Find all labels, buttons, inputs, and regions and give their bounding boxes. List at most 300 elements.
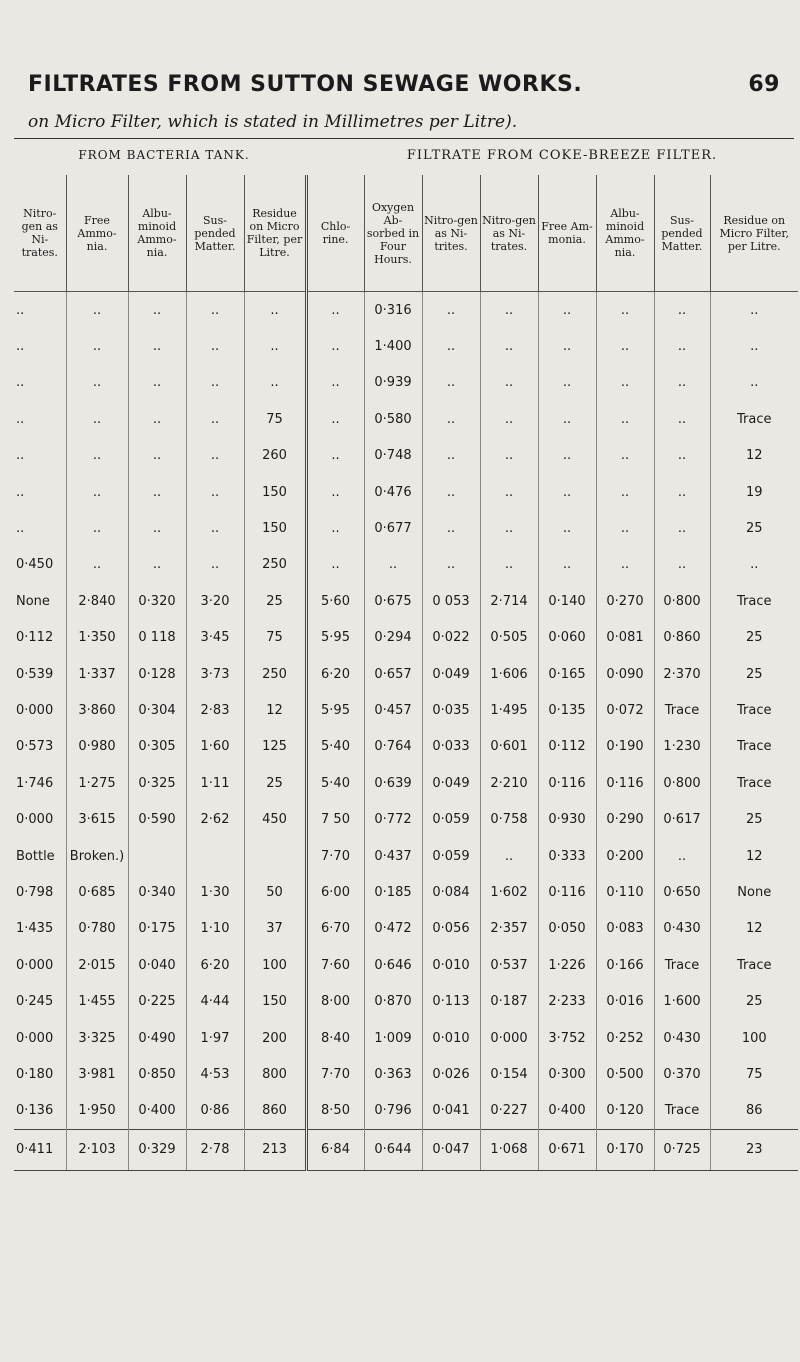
table-cell: 0·850: [128, 1056, 186, 1092]
table-cell: 1·337: [66, 656, 128, 692]
table-cell: ..: [422, 328, 480, 364]
table-cell: 25: [710, 656, 798, 692]
table-cell: 3·45: [186, 620, 244, 656]
table-cell: 0·040: [128, 947, 186, 983]
table-cell: 25: [244, 765, 306, 801]
table-cell: ..: [538, 547, 596, 583]
table-cell: 450: [244, 801, 306, 837]
table-cell: 25: [244, 583, 306, 619]
table-cell: ..: [480, 401, 538, 437]
table-cell: 1·97: [186, 1020, 244, 1056]
table-body: [14, 292, 798, 1171]
table-cell: 5·40: [306, 765, 364, 801]
table-cell: ..: [186, 365, 244, 401]
table-cell: Trace: [710, 583, 798, 619]
column-header: Nitro-gen as Ni-trates.: [14, 175, 66, 292]
table-cell: 0·047: [422, 1129, 480, 1170]
table-cell: ..: [654, 547, 710, 583]
table-cell: ..: [186, 292, 244, 329]
table-cell: 2·210: [480, 765, 538, 801]
table-cell: 0·400: [538, 1093, 596, 1130]
table-cell: ..: [654, 365, 710, 401]
table-cell: 1·230: [654, 729, 710, 765]
table-row: [14, 547, 798, 583]
table-cell: ..: [710, 547, 798, 583]
table-cell: 0·090: [596, 656, 654, 692]
table-cell: 19: [710, 474, 798, 510]
column-header: Chlo-rine.: [306, 175, 364, 292]
table-cell: 100: [244, 947, 306, 983]
table-cell: ..: [306, 547, 364, 583]
table-cell: ..: [596, 438, 654, 474]
table-cell: 0·227: [480, 1093, 538, 1130]
table-row: [14, 401, 798, 437]
section-heading-bacteria-tank: FROM BACTERIA TANK.: [78, 148, 250, 162]
table-cell: 1·602: [480, 874, 538, 910]
table-cell: ..: [244, 292, 306, 329]
table-cell: 3·752: [538, 1020, 596, 1056]
table-cell: 6·84: [306, 1129, 364, 1170]
table-cell: ..: [538, 474, 596, 510]
table-row: [14, 1020, 798, 1056]
table-cell: 12: [244, 692, 306, 728]
table-cell: 1·746: [16, 775, 54, 791]
table-cell: ..: [128, 510, 186, 546]
table-cell: 0·154: [480, 1056, 538, 1092]
table-cell: 2·370: [654, 656, 710, 692]
table-row: [14, 620, 798, 656]
table-cell: 0·200: [596, 838, 654, 874]
table-cell: ..: [16, 411, 25, 427]
table-cell: ..: [480, 547, 538, 583]
table-cell: ..: [128, 365, 186, 401]
table-row: [14, 583, 798, 619]
table-cell: 0·646: [364, 947, 422, 983]
table-row: [14, 983, 798, 1019]
table-cell: Trace: [710, 729, 798, 765]
column-header: Sus-pended Matter.: [186, 175, 244, 292]
table-cell: 0·033: [422, 729, 480, 765]
table-cell: 75: [244, 620, 306, 656]
column-header: Nitro-gen as Ni-trites.: [422, 175, 480, 292]
table-cell: 0·225: [128, 983, 186, 1019]
table-cell: 0·333: [538, 838, 596, 874]
table-cell: 0·112: [16, 630, 54, 646]
table-cell: 0·305: [128, 729, 186, 765]
table-cell: 0·049: [422, 656, 480, 692]
table-cell: 0·000: [16, 1030, 54, 1046]
table-cell: ..: [654, 438, 710, 474]
table-cell: 4·44: [186, 983, 244, 1019]
table-cell: ..: [16, 339, 25, 355]
table-cell: ..: [480, 474, 538, 510]
table-row: [14, 328, 798, 364]
table-cell: 0·748: [364, 438, 422, 474]
table-cell: 0·190: [596, 729, 654, 765]
table-cell: ..: [364, 547, 422, 583]
table-cell: 0·165: [538, 656, 596, 692]
table-cell: 12: [710, 838, 798, 874]
table-cell: 0·180: [16, 1066, 54, 1082]
table-cell: 860: [244, 1093, 306, 1130]
table-cell: 0·644: [364, 1129, 422, 1170]
table-cell: 5·95: [306, 620, 364, 656]
table-cell: 1·068: [480, 1129, 538, 1170]
table-cell: 0·300: [538, 1056, 596, 1092]
table-cell: 0·476: [364, 474, 422, 510]
table-cell: 0·041: [422, 1093, 480, 1130]
table-cell: ..: [306, 365, 364, 401]
table-cell: Trace: [710, 401, 798, 437]
table-cell: 0·457: [364, 692, 422, 728]
table-cell: ..: [186, 401, 244, 437]
section-heading-coke-breeze-filter: FILTRATE FROM COKE-BREEZE FILTER.: [406, 148, 718, 163]
table-cell: 0·187: [480, 983, 538, 1019]
table-cell: 1·400: [364, 328, 422, 364]
table-cell: 5·40: [306, 729, 364, 765]
table-cell: 0·166: [596, 947, 654, 983]
table-cell: 0·000: [480, 1020, 538, 1056]
table-cell: 25: [710, 620, 798, 656]
table-cell: ..: [710, 328, 798, 364]
table-cell: 0·675: [364, 583, 422, 619]
table-cell: 0·86: [186, 1093, 244, 1130]
table-cell: 0 053: [422, 583, 480, 619]
table-cell: ..: [66, 292, 128, 329]
table-cell: 7·70: [306, 1056, 364, 1092]
table-cell: 0·580: [364, 401, 422, 437]
table-header-row: [14, 175, 798, 292]
table-cell: 23: [710, 1129, 798, 1170]
table-cell: 0·060: [538, 620, 596, 656]
table-cell: Trace: [654, 692, 710, 728]
table-cell: 0·370: [654, 1056, 710, 1092]
table-cell: 2·714: [480, 583, 538, 619]
table-cell: ..: [654, 510, 710, 546]
table-cell: ..: [710, 292, 798, 329]
table-cell: 0·411: [14, 1129, 66, 1170]
table-cell: ..: [596, 328, 654, 364]
table-cell: 0·010: [422, 947, 480, 983]
table-cell: 0·049: [422, 765, 480, 801]
table-cell: ..: [538, 401, 596, 437]
table-cell: ..: [596, 292, 654, 329]
table-cell: 25: [710, 801, 798, 837]
table-cell: ..: [244, 365, 306, 401]
table-cell: ..: [654, 328, 710, 364]
table-cell: 0·128: [128, 656, 186, 692]
table-cell: 0·490: [128, 1020, 186, 1056]
table-cell: Trace: [654, 947, 710, 983]
table-cell: 0·084: [422, 874, 480, 910]
table-cell: 2·83: [186, 692, 244, 728]
table-cell: ..: [306, 474, 364, 510]
table-cell: 0·539: [16, 666, 54, 682]
table-cell: ..: [654, 292, 710, 329]
table-row: [14, 729, 798, 765]
column-header: Nitro-gen as Ni-trates.: [480, 175, 538, 292]
table-cell: ..: [306, 401, 364, 437]
table-cell: 0·083: [596, 911, 654, 947]
table-cell: 0·059: [422, 801, 480, 837]
table-cell: 12: [710, 911, 798, 947]
table-cell: ..: [422, 510, 480, 546]
column-header: Residue on Micro Filter, per Litre.: [244, 175, 306, 292]
table-cell: ..: [538, 510, 596, 546]
table-cell: 0·671: [538, 1129, 596, 1170]
table-cell: Trace: [710, 765, 798, 801]
table-cell: 0·437: [364, 838, 422, 874]
table-cell: 0·135: [538, 692, 596, 728]
table-cell: 2·62: [186, 801, 244, 837]
table-row: [14, 692, 798, 728]
table-cell: ..: [422, 292, 480, 329]
table-cell: ..: [186, 328, 244, 364]
table-cell: 6·70: [306, 911, 364, 947]
table-cell: ..: [66, 547, 128, 583]
table-cell: 0·772: [364, 801, 422, 837]
table-cell: Trace: [710, 692, 798, 728]
table-cell: 3·325: [66, 1020, 128, 1056]
table-cell: 2·233: [538, 983, 596, 1019]
table-cell: ..: [128, 292, 186, 329]
table-row: [14, 438, 798, 474]
table-cell: ..: [16, 302, 25, 318]
table-cell: 1·495: [480, 692, 538, 728]
table-cell: [186, 838, 244, 874]
table-cell: ..: [538, 365, 596, 401]
table-cell: 1·435: [16, 921, 54, 937]
table-cell: ..: [596, 365, 654, 401]
table-cell: 0·185: [364, 874, 422, 910]
column-header: Oxygen Ab-sorbed in Four Hours.: [364, 175, 422, 292]
table-cell: 0·304: [128, 692, 186, 728]
table-cell: 0·000: [16, 812, 54, 828]
table-cell: 0·022: [422, 620, 480, 656]
table-cell: ..: [710, 365, 798, 401]
table-cell: 1·226: [538, 947, 596, 983]
table-cell: ..: [186, 510, 244, 546]
column-header: Albu-minoid Ammo-nia.: [128, 175, 186, 292]
table-row: [14, 510, 798, 546]
table-cell: 6·20: [186, 947, 244, 983]
table-cell: 0·472: [364, 911, 422, 947]
table-cell: 260: [244, 438, 306, 474]
table-cell: ..: [16, 484, 25, 500]
table-cell: ..: [596, 401, 654, 437]
table-cell: 0·245: [16, 994, 54, 1010]
table-cell: 2·840: [66, 583, 128, 619]
table-cell: [128, 838, 186, 874]
table-cell: 150: [244, 510, 306, 546]
top-rule: [14, 138, 794, 139]
table-cell: 1·606: [480, 656, 538, 692]
table-cell: 0·798: [16, 884, 54, 900]
table-cell: 0·780: [66, 911, 128, 947]
table-cell: 1·350: [66, 620, 128, 656]
table-cell: 150: [244, 983, 306, 1019]
table-cell: 0·430: [654, 911, 710, 947]
table-cell: 0·026: [422, 1056, 480, 1092]
page-title: FILTRATES FROM SUTTON SEWAGE WORKS.: [28, 72, 583, 97]
table-cell: 213: [244, 1129, 306, 1170]
table-cell: 0·010: [422, 1020, 480, 1056]
table-cell: ..: [128, 474, 186, 510]
table-cell: 0·000: [16, 702, 54, 718]
table-row: [14, 801, 798, 837]
table-cell: ..: [422, 438, 480, 474]
table-cell: 3·73: [186, 656, 244, 692]
table-cell: 0·685: [66, 874, 128, 910]
table-cell: ..: [596, 547, 654, 583]
table-cell: 150: [244, 474, 306, 510]
table-cell: 75: [244, 401, 306, 437]
table-cell: 0·340: [128, 874, 186, 910]
table-cell: ..: [66, 474, 128, 510]
table-cell: 0·116: [596, 765, 654, 801]
table-cell: 25: [710, 510, 798, 546]
table-cell: ..: [186, 474, 244, 510]
table-cell: ..: [186, 438, 244, 474]
table-cell: [244, 838, 306, 874]
table-cell: ..: [66, 401, 128, 437]
table-cell: 0·505: [480, 620, 538, 656]
table-cell: 0·116: [538, 765, 596, 801]
table-cell: 1·950: [66, 1093, 128, 1130]
table-cell: 86: [710, 1093, 798, 1130]
table-cell: 0·400: [128, 1093, 186, 1130]
table-cell: ..: [422, 365, 480, 401]
table-cell: 0·050: [538, 911, 596, 947]
table-cell: ..: [128, 547, 186, 583]
table-cell: ..: [422, 474, 480, 510]
table-cell: 0·290: [596, 801, 654, 837]
table-cell: 0·016: [596, 983, 654, 1019]
filtrate-table: [14, 175, 798, 1171]
table-cell: ..: [422, 401, 480, 437]
column-header: Residue on Micro Filter, per Litre.: [710, 175, 798, 292]
table-cell: 0·113: [422, 983, 480, 1019]
table-cell: 0·800: [654, 583, 710, 619]
table-cell: ..: [66, 328, 128, 364]
table-cell: ..: [186, 547, 244, 583]
table-cell: 1·30: [186, 874, 244, 910]
table-cell: 75: [710, 1056, 798, 1092]
page-subtitle: on Micro Filter, which is stated in Millimetres per Litre).: [28, 112, 518, 132]
table-cell: ..: [538, 438, 596, 474]
table-cell: ..: [16, 521, 25, 537]
table-cell: ..: [654, 401, 710, 437]
table-cell: ..: [128, 328, 186, 364]
table-cell: 0·800: [654, 765, 710, 801]
table-cell: ..: [128, 438, 186, 474]
table-row: [14, 947, 798, 983]
table-cell: 250: [244, 656, 306, 692]
table-cell: 50: [244, 874, 306, 910]
column-header: Sus-pended Matter.: [654, 175, 710, 292]
table-cell: None: [710, 874, 798, 910]
table-cell: 0·056: [422, 911, 480, 947]
table-cell: 3·20: [186, 583, 244, 619]
table-cell: 0·081: [596, 620, 654, 656]
table-cell: 200: [244, 1020, 306, 1056]
table-cell: 1·600: [654, 983, 710, 1019]
table-cell: 1·275: [66, 765, 128, 801]
table-cell: 3·981: [66, 1056, 128, 1092]
table-cell: 0·112: [538, 729, 596, 765]
table-cell: 0·325: [128, 765, 186, 801]
table-cell: 0·175: [128, 911, 186, 947]
table-cell: 2·015: [66, 947, 128, 983]
table-cell: 0·870: [364, 983, 422, 1019]
table-cell: ..: [480, 438, 538, 474]
table-cell: ..: [66, 438, 128, 474]
table-cell: 0·116: [538, 874, 596, 910]
table-cell: 0·363: [364, 1056, 422, 1092]
table-row: [14, 365, 798, 401]
table-cell: 0·601: [480, 729, 538, 765]
table-cell: 0 118: [128, 620, 186, 656]
table-cell: 8·50: [306, 1093, 364, 1130]
table-cell: 1·10: [186, 911, 244, 947]
table-cell: 6·20: [306, 656, 364, 692]
table-cell: 12: [710, 438, 798, 474]
table-cell: 0·500: [596, 1056, 654, 1092]
column-header: Free Am-monia.: [538, 175, 596, 292]
table-cell: 0·120: [596, 1093, 654, 1130]
table-cell: ..: [654, 838, 710, 874]
table-cell: 0·725: [654, 1129, 710, 1170]
table-cell: 125: [244, 729, 306, 765]
table-cell: 0·590: [128, 801, 186, 837]
table-cell: 800: [244, 1056, 306, 1092]
table-cell: 0·537: [480, 947, 538, 983]
table-row: [14, 292, 798, 329]
table-cell: ..: [480, 838, 538, 874]
table-cell: ..: [480, 510, 538, 546]
table-cell: 3·615: [66, 801, 128, 837]
table-cell: 0·677: [364, 510, 422, 546]
table-cell: None: [16, 593, 50, 609]
table-row: [14, 656, 798, 692]
table-cell: 0·573: [16, 739, 54, 755]
table-cell: Bottle: [16, 848, 55, 864]
mean-row: [14, 1129, 798, 1170]
table-cell: 7 50: [306, 801, 364, 837]
page-number: 69: [748, 72, 780, 97]
table-cell: 0·072: [596, 692, 654, 728]
table-cell: 0·316: [364, 292, 422, 329]
table-cell: 0·329: [128, 1129, 186, 1170]
table-cell: 0·657: [364, 656, 422, 692]
table-cell: Trace: [710, 947, 798, 983]
table-cell: ..: [16, 448, 25, 464]
table-cell: 8·00: [306, 983, 364, 1019]
table-cell: 6·00: [306, 874, 364, 910]
table-cell: 8·40: [306, 1020, 364, 1056]
table-cell: 0·110: [596, 874, 654, 910]
table-cell: 25: [710, 983, 798, 1019]
table-cell: 0·035: [422, 692, 480, 728]
table-cell: 0·059: [422, 838, 480, 874]
table-row: [14, 1093, 798, 1130]
table-cell: 0·252: [596, 1020, 654, 1056]
table-cell: 0·860: [654, 620, 710, 656]
table-cell: 2·78: [186, 1129, 244, 1170]
table-cell: 0·796: [364, 1093, 422, 1130]
table-cell: 0·980: [66, 729, 128, 765]
column-header: Albu-minoid Ammo-nia.: [596, 175, 654, 292]
